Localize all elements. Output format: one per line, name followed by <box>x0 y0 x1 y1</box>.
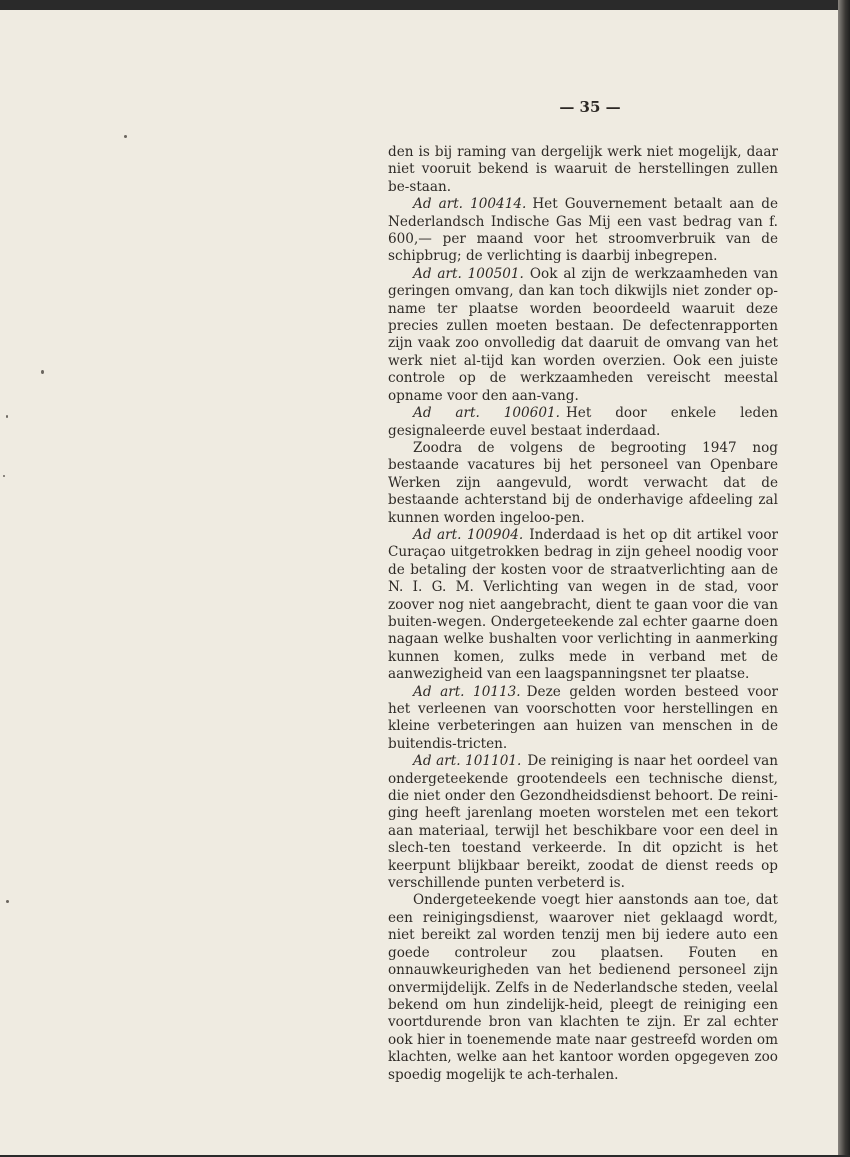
paper-speck <box>124 135 127 138</box>
paragraph <box>388 144 778 196</box>
paper-speck <box>6 900 9 903</box>
paragraph <box>388 440 778 527</box>
paragraph <box>388 527 778 684</box>
scan-right-edge <box>838 0 850 1157</box>
paragraph-text: Deze gelden worden besteed voor het verleenen van voorschotten voor herstellingen en kleine verbeteringen aan huizen van menschen in de buitendis-tricten. <box>388 683 778 752</box>
paragraph-text: Zoodra de volgens de begrooting 1947 nog bestaande vacatures bij het personeel van Openbare Werken zijn aangevuld, wordt verwacht dat de bestaande achterstand bij de onderhavige afdeeling zal kunnen worden ingeloo-pen. <box>388 439 778 526</box>
paper-speck <box>6 415 8 418</box>
paragraph <box>388 405 778 440</box>
paragraph-text: den is bij raming van dergelijk werk niet mogelijk, daar niet vooruit bekend is waaruit de herstellingen zullen be-staan. <box>388 144 778 195</box>
article-reference: Ad art. 100414. <box>413 196 527 213</box>
paragraph <box>388 684 778 754</box>
paragraph-text: Inderdaad is het op dit artikel voor Curaçao uitgetrokken bedrag in zijn geheel noodig voor de betaling der kosten voor de straatverlichting aan de N. I. G. M. Verlichting van wegen in de stad, voor zoover nog niet aangebracht, dient te gaan voor die van buiten-wegen. Ondergeteekende zal echter gaarne doen nagaan welke bushalten voor verlichting in aanmerking kunnen komen, zulks mede in verband met de aanwezigheid van een laagspanningsnet ter plaatse. <box>388 526 778 683</box>
page-number: — 35 — <box>559 98 621 116</box>
paragraph <box>388 196 778 266</box>
scanned-page <box>0 10 838 1156</box>
article-reference: Ad art. 100501. <box>413 265 524 282</box>
paragraph-text: De reiniging is naar het oordeel van ondergeteekende grootendeels een technische dienst, die niet onder den Gezondheidsdienst behoort. De reini-ging heeft jarenlang moeten worstelen met een tekort aan materiaal, terwijl het beschikbare voor een deel in slech-ten toestand verkeerde. In dit opzicht is het keerpunt blijkbaar bereikt, zoodat de dienst reeds op verschillende punten verbeterd is. <box>388 753 778 892</box>
scan-top-edge <box>0 0 850 10</box>
article-reference: Ad art. 101101. <box>413 753 522 770</box>
article-reference: Ad art. 100601. <box>413 405 560 422</box>
article-reference: Ad art. 100904. <box>413 526 524 543</box>
paragraph-text: Het door enkele leden gesignaleerde euvel bestaat inderdaad. <box>388 405 778 439</box>
paragraph-text: Ook al zijn de werkzaamheden van geringen omvang, dan kan toch dikwijls niet zonder op-name ter plaatse worden beoordeeld waaruit deze precies zullen moeten bestaan. De defectenrapporten zijn vaak zoo onvolledig dat daaruit de omvang van het werk niet al-tijd kan worden overzien. Ook een juiste controle op de werkzaamheden vereischt meestal opname voor den aan-vang. <box>388 265 778 404</box>
paragraph-text: Het Gouvernement betaalt aan de Nederlandsch Indische Gas Mij een vast bedrag van f. 600,— per maand voor het stroomverbruik van de schipbrug; de verlichting is daarbij inbegrepen. <box>388 196 779 265</box>
paragraph <box>388 753 778 892</box>
paper-speck <box>41 370 44 374</box>
paper-speck <box>3 475 5 477</box>
paragraph-text: Ondergeteekende voegt hier aanstonds aan toe, dat een reinigingsdienst, waarover niet geklaagd wordt, niet bereikt zal worden tenzij men bij iedere auto een goede controleur zou plaatsen. Fouten en onnauwkeurigheden van het bedienend personeel zijn onvermijdelijk. Zelfs in de Nederlandsche steden, veelal bekend om hun zindelijk-heid, pleegt de reiniging een voortdurende bron van klachten te zijn. Er zal echter ook hier in toenemende mate naar gestreefd worden om klachten, welke aan het kantoor worden opgegeven zoo spoedig mogelijk te ach-terhalen. <box>388 892 778 1083</box>
paragraph <box>388 892 778 1083</box>
body-text <box>388 144 778 1084</box>
paragraph <box>388 266 778 405</box>
article-reference: Ad art. 10113. <box>413 683 521 700</box>
